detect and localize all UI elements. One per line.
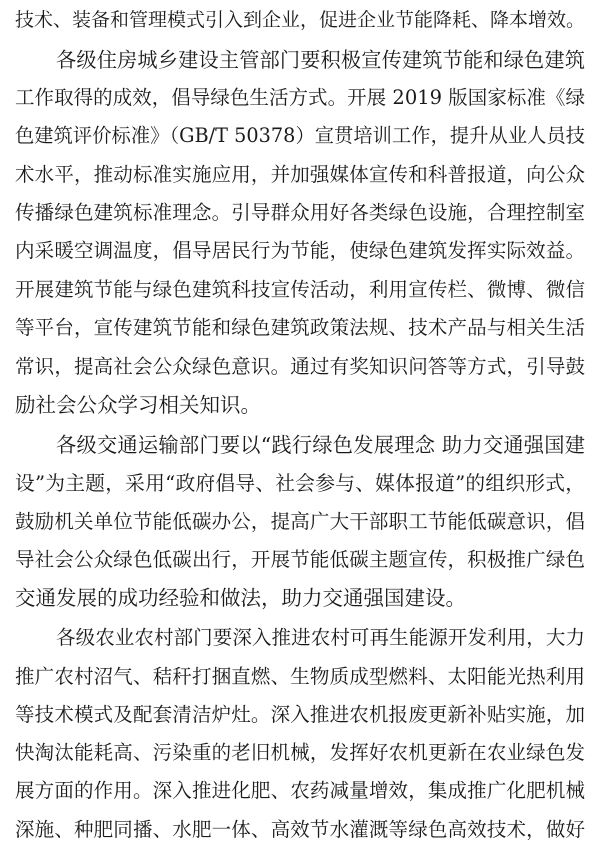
text-line: 深施、种肥同播、水肥一体、高效节水灌溉等绿色高效技术，做好 (15, 818, 585, 841)
paragraph-first-line: 各级交通运输部门要以“践行绿色发展理念 助力交通强国建 (56, 433, 585, 457)
text-line: 开展建筑节能与绿色建筑科技宣传活动，利用宣传栏、微博、微信 (15, 278, 585, 301)
text-line: 等技术模式及配套清洁炉灶。深入推进农机报废更新补贴实施，加 (15, 703, 585, 726)
paragraph-first-line: 各级住房城乡建设主管部门要积极宣传建筑节能和绿色建筑 (56, 48, 585, 72)
text-line: 术水平，推动标准实施应用，并加强媒体宣传和科普报道，向公众 (15, 163, 585, 186)
text-line: 色建筑评价标准》（GB/T 50378）宣贯培训工作，提升从业人员技 (15, 124, 585, 147)
text-line: 工作取得的成效，倡导绿色生活方式。开展 2019 版国家标准《绿 (15, 86, 585, 109)
text-line: 导社会公众绿色低碳出行，开展节能低碳主题宣传，积极推广绿色 (15, 548, 585, 571)
paragraph-first-line: 各级农业农村部门要深入推进农村可再生能源开发利用，大力 (56, 626, 585, 649)
text-line: 展方面的作用。深入推进化肥、农药减量增效，集成推广化肥机械 (15, 779, 585, 802)
text-line: 传播绿色建筑标准理念。引导群众用好各类绿色设施，合理控制室 (15, 201, 585, 224)
text-line: 快淘汰能耗高、污染重的老旧机械，发挥好农机更新在农业绿色发 (15, 741, 585, 764)
text-line: 等平台，宣传建筑节能和绿色建筑政策法规、技术产品与相关生活 (15, 316, 585, 339)
text-line: 设”为主题，采用“政府倡导、社会参与、媒体报道”的组织形式， (15, 472, 585, 495)
text-line: 励社会公众学习相关知识。 (15, 393, 261, 417)
text-line: 内采暖空调温度，倡导居民行为节能，使绿色建筑发挥实际效益。 (15, 239, 585, 262)
text-line: 交通发展的成功经验和做法，助力交通强国建设。 (15, 586, 466, 610)
text-line: 推广农村沼气、秸秆打捆直燃、生物质成型燃料、太阳能光热利用 (15, 665, 585, 688)
text-line: 常识，提高社会公众绿色意识。通过有奖知识问答等方式，引导鼓 (15, 355, 585, 378)
text-line: 技术、装备和管理模式引入到企业，促进企业节能降耗、降本增效。 (15, 9, 585, 31)
text-line: 鼓励机关单位节能低碳办公，提高广大干部职工节能低碳意识，倡 (15, 510, 585, 533)
